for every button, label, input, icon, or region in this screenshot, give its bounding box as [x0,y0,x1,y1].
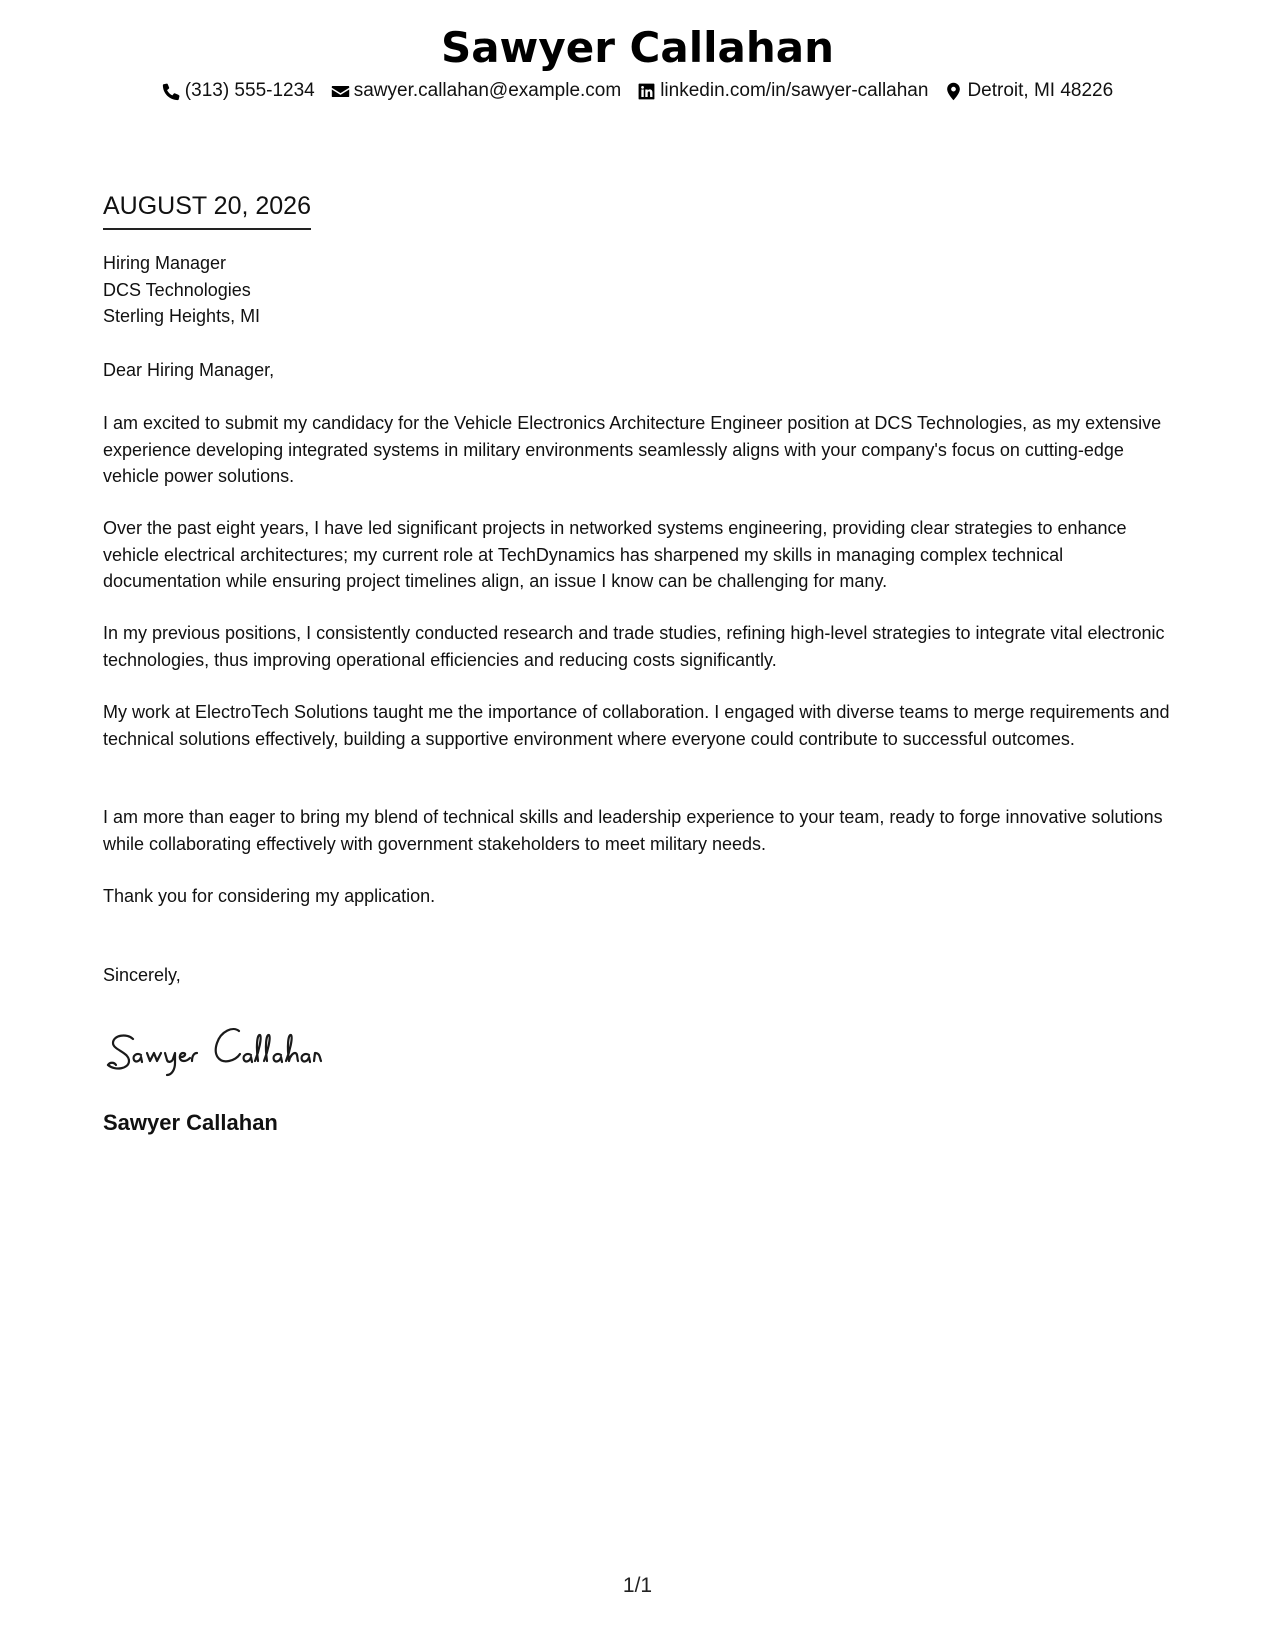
letter-date: AUGUST 20, 2026 [103,190,311,230]
closing: Sincerely, [103,965,181,985]
map-pin-icon [944,82,963,101]
linkedin-text[interactable]: linkedin.com/in/sawyer-callahan [660,80,929,101]
body-paragraph-1: I am excited to submit my candidacy for the Vehicle Electronics Architecture Engineer position at DCS Technologies, as my extensive experience developing integrated systems in military environments seamlessly aligns with your company's focus on cutting-edge vehicle power solutions. [103,413,1162,486]
linkedin-icon [637,82,656,101]
envelope-icon [331,82,350,101]
contact-bar [0,78,1275,104]
recipient-company: DCS Technologies [103,279,251,300]
page-number: 1/1 [622,1574,653,1597]
body-paragraph-2: Over the past eight years, I have led significant projects in networked systems engineering, providing clear strategies to enhance vehicle electrical architectures; my current role at TechDynamics has sharpened my skills in managing complex technical documentation while ensuring project timelines align, an issue I know can be challenging for many. [103,518,1127,591]
page-title: Sawyer Callahan [440,23,835,72]
contact-email[interactable] [331,78,621,104]
contact-phone [162,78,315,104]
contact-location [944,78,1113,104]
salutation: Dear Hiring Manager, [103,360,275,380]
location-text: Detroit, MI 48226 [967,80,1114,101]
body-paragraph-5: I am more than eager to bring my blend of technical skills and leadership experience to your team, ready to forge innovative solutions while collaborating effectively with government stakeholders to meet military needs. [103,807,1163,854]
phone-icon [162,82,181,101]
email-text[interactable]: sawyer.callahan@example.com [353,80,622,101]
recipient-block [103,250,1173,330]
body-paragraph-4: My work at ElectroTech Solutions taught me the importance of collaboration. I engaged with diverse teams to merge requirements and technical solutions effectively, building a supportive environment where everyone could contribute to successful outcomes. [103,702,1170,749]
recipient-location: Sterling Heights, MI [103,306,261,326]
handwritten-signature [103,1015,373,1085]
signature-name: Sawyer Callahan [103,1110,278,1135]
recipient-title: Hiring Manager [103,253,227,273]
body-paragraph-6: Thank you for considering my application. [103,886,436,906]
phone-text: (313) 555-1234 [184,80,315,101]
contact-linkedin[interactable] [637,78,928,104]
body-paragraph-3: In my previous positions, I consistently conducted research and trade studies, refining high-level strategies to integrate vital electronic technologies, thus improving operational efficiencies and reducing costs significantly. [103,623,1165,670]
